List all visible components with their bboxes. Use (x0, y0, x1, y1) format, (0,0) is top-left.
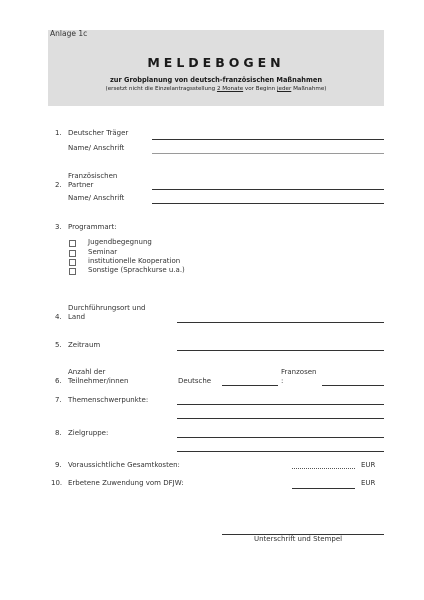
field-6-label-line1: Anzahl der (68, 368, 106, 376)
field-6-franzosen-line[interactable] (322, 385, 384, 386)
field-2-address-line[interactable] (152, 203, 384, 204)
field-2-line[interactable] (152, 189, 384, 190)
appendix-label: Anlage 1c (50, 29, 88, 38)
field-8-number: 8. (55, 429, 62, 437)
field-9-label: Voraussichtliche Gesamtkosten: (68, 461, 180, 469)
note-months: 2 Monate (216, 86, 244, 92)
field-7-line-2[interactable] (177, 418, 384, 419)
field-7-line-1[interactable] (177, 404, 384, 405)
field-9-number: 9. (55, 461, 62, 469)
signature-label: Unterschrift und Stempel (254, 535, 343, 543)
field-1-address-line[interactable] (152, 153, 384, 154)
field-2-sublabel: Name/ Anschrift (68, 194, 125, 202)
field-3-number: 3. (55, 223, 62, 231)
field-10-label: Erbetene Zuwendung vom DFJW: (68, 479, 184, 487)
field-4-label-line1: Durchführungsort und (68, 304, 146, 312)
note-before: (ersetzt nicht die Einzelantragsstellung (105, 86, 217, 92)
field-5-number: 5. (55, 341, 62, 349)
field-9-currency: EUR (361, 461, 376, 469)
field-6-franzosen-label: Franzosen (281, 368, 317, 376)
field-7-number: 7. (55, 396, 62, 404)
option-sonstige: Sonstige (Sprachkurse u.a.) (88, 266, 185, 274)
field-1-label: Deutscher Träger (68, 129, 129, 137)
field-5-label: Zeitraum (68, 341, 101, 349)
field-1-sublabel: Name/ Anschrift (68, 144, 125, 152)
field-8-label: Zielgruppe: (68, 429, 109, 437)
option-seminar: Seminar (88, 248, 118, 256)
form-title: MELDEBOGEN (147, 55, 285, 70)
field-2-label-line1: Französischen (68, 172, 118, 180)
form-subtitle: zur Grobplanung von deutsch-französischen Maßnahmen (109, 76, 323, 84)
field-6-number: 6. (55, 377, 62, 385)
option-jugendbegegnung: Jugendbegegnung (88, 238, 152, 246)
field-10-currency: EUR (361, 479, 376, 487)
field-10-amount-line[interactable] (292, 488, 355, 489)
field-6-deutsche-label: Deutsche (178, 377, 212, 385)
field-8-line-1[interactable] (177, 437, 384, 438)
field-6-deutsche-line[interactable] (222, 385, 278, 386)
field-9-amount-line[interactable] (292, 468, 355, 469)
field-3-label: Programmart: (68, 223, 117, 231)
field-10-number: 10. (51, 479, 63, 487)
field-2-label-line2: Partner (68, 181, 94, 189)
form-note (48, 86, 384, 92)
field-1-number: 1. (55, 129, 62, 137)
field-4-label-line2: Land (68, 313, 86, 321)
checkbox-sonstige[interactable] (69, 268, 76, 275)
field-6-label-line2: Teilnehmer/innen (68, 377, 129, 385)
note-each: jeder (277, 86, 292, 92)
option-kooperation: institutionelle Kooperation (88, 257, 181, 265)
note-after: Maßnahme) (291, 86, 327, 92)
checkbox-jugendbegegnung[interactable] (69, 240, 76, 247)
note-middle: vor Beginn (243, 86, 277, 92)
field-5-line[interactable] (177, 350, 384, 351)
checkbox-kooperation[interactable] (69, 259, 76, 266)
field-6-colon: : (281, 377, 284, 385)
field-7-label: Themenschwerpunkte: (68, 396, 149, 404)
field-8-line-2[interactable] (177, 451, 384, 452)
field-1-line[interactable] (152, 139, 384, 140)
field-2-number: 2. (55, 181, 62, 189)
field-4-number: 4. (55, 313, 62, 321)
field-4-line[interactable] (177, 322, 384, 323)
checkbox-seminar[interactable] (69, 250, 76, 257)
